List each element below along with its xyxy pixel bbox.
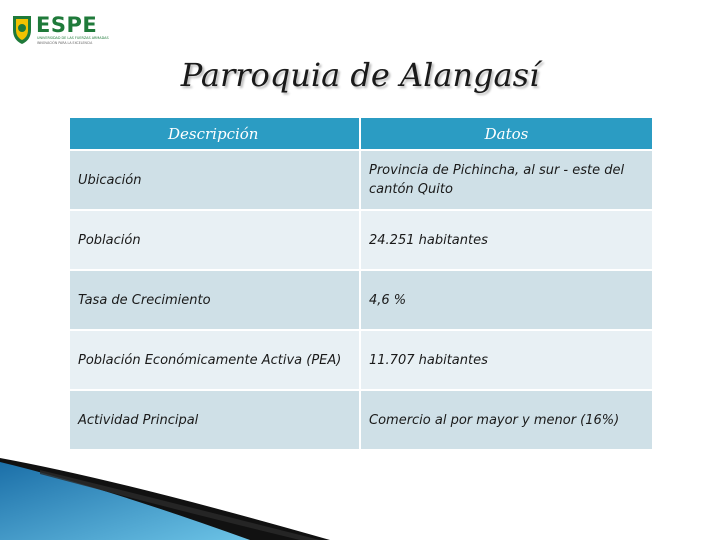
- row-value: Provincia de Pichincha, al sur - este del cantón Quito: [361, 151, 652, 209]
- logo-subtitle: UNIVERSIDAD DE LAS FUERZAS ARMADAS: [37, 36, 109, 40]
- table-row: [70, 271, 652, 329]
- row-value: 4,6 %: [361, 271, 652, 329]
- row-label: Actividad Principal: [70, 391, 359, 449]
- table-row: [70, 151, 652, 209]
- row-label: Tasa de Crecimiento: [70, 271, 359, 329]
- row-value: 24.251 habitantes: [361, 211, 652, 269]
- row-value: Comercio al por mayor y menor (16%): [361, 391, 652, 449]
- header-datos: Datos: [361, 118, 652, 149]
- row-label: Ubicación: [70, 151, 359, 209]
- table-row: [70, 211, 652, 269]
- logo-tagline: INNOVACIÓN PARA LA EXCELENCIA: [37, 41, 93, 45]
- data-table: [68, 116, 654, 451]
- row-value: 11.707 habitantes: [361, 331, 652, 389]
- row-label: Población: [70, 211, 359, 269]
- espe-logo: [10, 8, 122, 48]
- logo-wordmark: ESPE: [36, 13, 98, 37]
- header-descripcion: Descripción: [70, 118, 359, 149]
- row-label: Población Económicamente Activa (PEA): [70, 331, 359, 389]
- table-row: [70, 331, 652, 389]
- decorative-swoosh: [0, 440, 720, 540]
- table-header-row: [70, 118, 652, 149]
- page-title: Parroquia de Alangasí: [180, 56, 540, 94]
